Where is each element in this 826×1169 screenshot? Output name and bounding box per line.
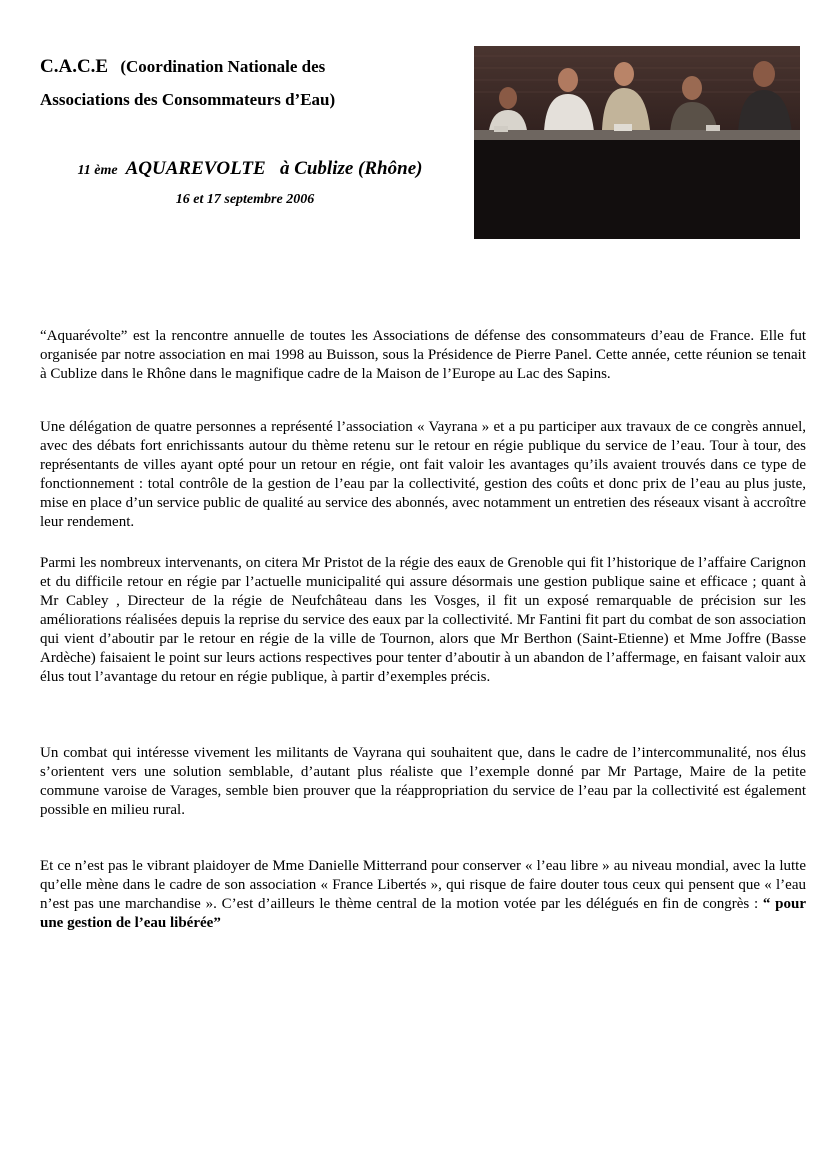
conclusion-text: Et ce n’est pas le vibrant plaidoyer de Mme Danielle Mitterrand pour conserver « l’eau libre » au niveau mondial, avec la lutte qu’elle mène dans le cadre de son association « France Libertés », qui risque de faire douter tous ceux qui pensent que « l’eau n’est pas une marchandise ». C’est d’ailleurs le thème central de la motion votée par les délégués en fin de congrès : (40, 858, 806, 912)
event-place: à Cublize (Rhône) (279, 158, 423, 179)
paragraph-speakers: Parmi les nombreux intervenants, on citera Mr Pristot de la régie des eaux de Grenoble qui fit l’historique de l’affaire Carignon et du difficile retour en régie par l’actuelle municipalité qui assure désormais une gestion publique saine et efficace ; quant à Mr Cabley , Directeur de la régie de Neufchâteau dans les Vosges, il fit un exposé remarquable de précision sur les améliorations réalisées depuis la reprise du service des eaux par la collectivité. Mr Fantini fit part du combat de son association qui vient d’aboutir par le retour en régie de la ville de Tournon, alors que Mr Berthon (Saint-Etienne) et Mme Joffre (Basse Ardèche) faisaient le point sur leurs actions respectives pour tenter d’aboutir à un abandon de l’affermage, en faisant valoir aux élus tout l’avantage du retour en régie publique, à partir d’exemples précis. (40, 555, 806, 685)
event-name: AQUAREVOLTE (125, 158, 266, 179)
paragraph-conclusion (40, 857, 806, 933)
organization-header (40, 50, 460, 116)
paragraph-intro: “Aquarévolte” est la rencontre annuelle de toutes les Associations de défense des consommateurs d’eau de France. Elle fut organisée par notre association en mai 1998 au Buisson, sous la Présidence de Pierre Panel. Cette année, cette réunion se tenait à Cublize dans le Rhône dans le magnifique cadre de la Maison de l’Europe au Lac des Sapins. (40, 328, 806, 382)
org-name-part-2: Associations des Consommateurs d’Eau) (40, 90, 336, 109)
event-dates: 16 et 17 septembre 2006 (175, 192, 315, 207)
org-name-part-1: (Coordination Nationale des (120, 57, 326, 76)
org-acronym: C.A.C.E (40, 56, 109, 77)
event-ordinal: 11 ème (77, 163, 118, 178)
conference-panel-image (474, 46, 800, 239)
paragraph-delegation: Une délégation de quatre personnes a représenté l’association « Vayrana » et a pu participer aux travaux de ce congrès annuel, avec des débats fort enrichissants autour du thème retenu sur le retour en régie publique du service de l’eau. Tour à tour, des représentants de villes ayant opté pour un retour en régie, ont fait valoir les avantages qu’ils avaient trouvés dans ce type de fonctionnement : total contrôle de la gestion de l’eau par la collectivité, gestion des coûts et donc prix de l’eau au plus juste, mise en place d’un service public de qualité au service des abonnés, avec notamment un entretien des réseaux visant à accroître leur rendement. (40, 419, 806, 530)
motion-quote: “ pour une gestion de l’eau libérée” (40, 896, 806, 931)
event-title (40, 158, 460, 180)
paragraph-combat: Un combat qui intéresse vivement les militants de Vayrana qui souhaitent que, dans le cadre de l’intercommunalité, nos élus s’orientent vers une solution semblable, d’autant plus réaliste que l’exemple donné par Mr Partage, Maire de la petite commune varoise de Varages, semble bien prouver que la réappropriation du service de l’eau par la collectivité est également possible en milieu rural. (40, 745, 806, 818)
article-body (40, 327, 806, 933)
org-line-1 (40, 50, 460, 83)
conference-photo (474, 46, 800, 239)
